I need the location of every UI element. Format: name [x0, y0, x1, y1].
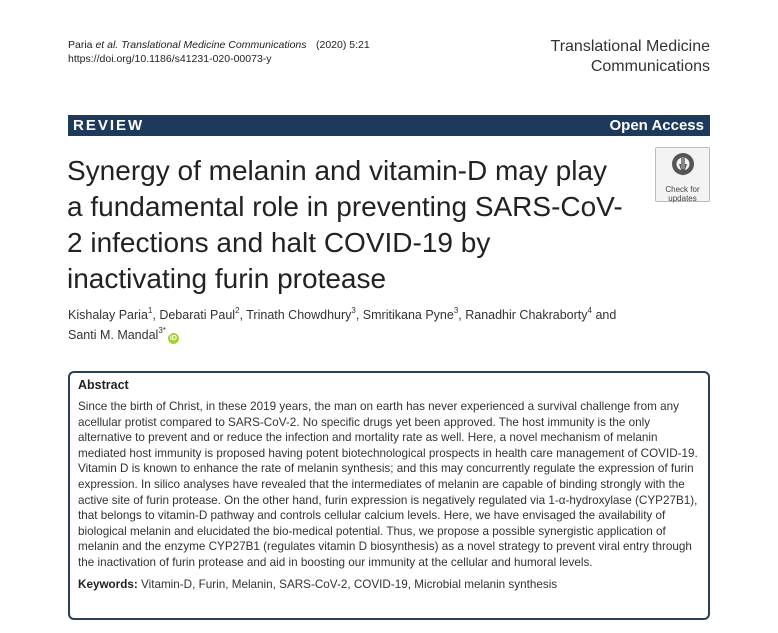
- open-access-label: Open Access: [609, 117, 704, 134]
- orcid-icon[interactable]: iD: [169, 335, 177, 342]
- author[interactable]: Smritikana Pyne$^3$: [362, 306, 459, 322]
- check-updates-label-2: updates: [668, 194, 697, 203]
- article-title: Synergy of melanin and vitamin-D may play a fundamental role in preventing SARS-CoV-2 infections and halt COVID-19 by inactivating furin protease: [67, 155, 623, 294]
- abstract-heading: Abstract: [78, 378, 129, 392]
- keywords-list: Vitamin-D, Furin, Melanin, SARS-CoV-2, COVID-19, Microbial melanin synthesis: [141, 577, 558, 591]
- abstract-text: Since the birth of Christ, in these 2019 years, the man on earth has never experienced a survival challenge from any acellular protist compared to SARS-CoV-2. No specific drugs yet been approved. The host immunity is the only alternative to prevent and or reduce the infection and mortality rate as well. Here, a novel mechanism of melanin mediated host immunity is proposed having potent biotechnological prospects in health care management of COVID-19. Vitamin D is known to enhance the rate of melanin synthesis; and this may concurrently regulate the expression of furin expression. In silico analyses have revealed that the intermediates of melanin are capable of binding strongly with the active site of furin protease. On the other hand, furin expression is negatively regulated via 1-α-hydroxylase (CYP27B1), that belongs to vitamin-D pathway and controls cellular calcium levels. Here, we have envisaged the availability of biological melanin and elucidated the bio-medical potential. Thus, we propose a possible synergistic application of melanin and the enzyme CYP27B1 (regulates vitamin D biosynthesis) as a novel strategy to prevent viral entry through the inactivation of furin protease and aid in boosting our immunity at the cellular and humoral levels.: [78, 400, 698, 569]
- article-banner: [68, 115, 710, 136]
- author-list: Kishalay Paria$^1$, Debarati Paul$^2$, Trinath Chowdhury$^3$, Smritikana Pyne$^3$, Ranadhir Chakraborty$^4$ and Santi M. Mandal$^{3*}$iD: [68, 306, 617, 342]
- abstract-box: [68, 371, 710, 620]
- doi-link[interactable]: https://doi.org/10.1186/s41231-020-00073-y: [68, 53, 272, 65]
- citation-block: [68, 38, 370, 66]
- author[interactable]: Santi M. Mandal$^{3*}$: [68, 326, 166, 342]
- article-type: REVIEW: [73, 117, 145, 134]
- citation-journal: et al. Translational Medicine Communications: [95, 39, 307, 51]
- citation-line: [68, 38, 307, 52]
- check-for-updates-button[interactable]: [655, 147, 710, 202]
- keywords: [78, 577, 700, 593]
- check-updates-label-1: Check for: [665, 185, 700, 194]
- author[interactable]: Ranadhir Chakraborty$^4$: [465, 306, 592, 322]
- check-updates-icon: [670, 152, 696, 180]
- keywords-label: Keywords:: [78, 577, 138, 591]
- author[interactable]: Debarati Paul$^2$: [159, 306, 240, 322]
- citation-year: (2020) 5:21: [316, 39, 370, 51]
- author[interactable]: Trinath Chowdhury$^3$: [246, 306, 356, 322]
- journal-name-line2: Communications: [590, 58, 710, 75]
- citation-authors: Paria: [68, 39, 96, 51]
- journal-name: [551, 37, 710, 77]
- author[interactable]: Kishalay Paria$^1$: [68, 306, 153, 322]
- journal-name-line1: Translational Medicine: [550, 38, 710, 55]
